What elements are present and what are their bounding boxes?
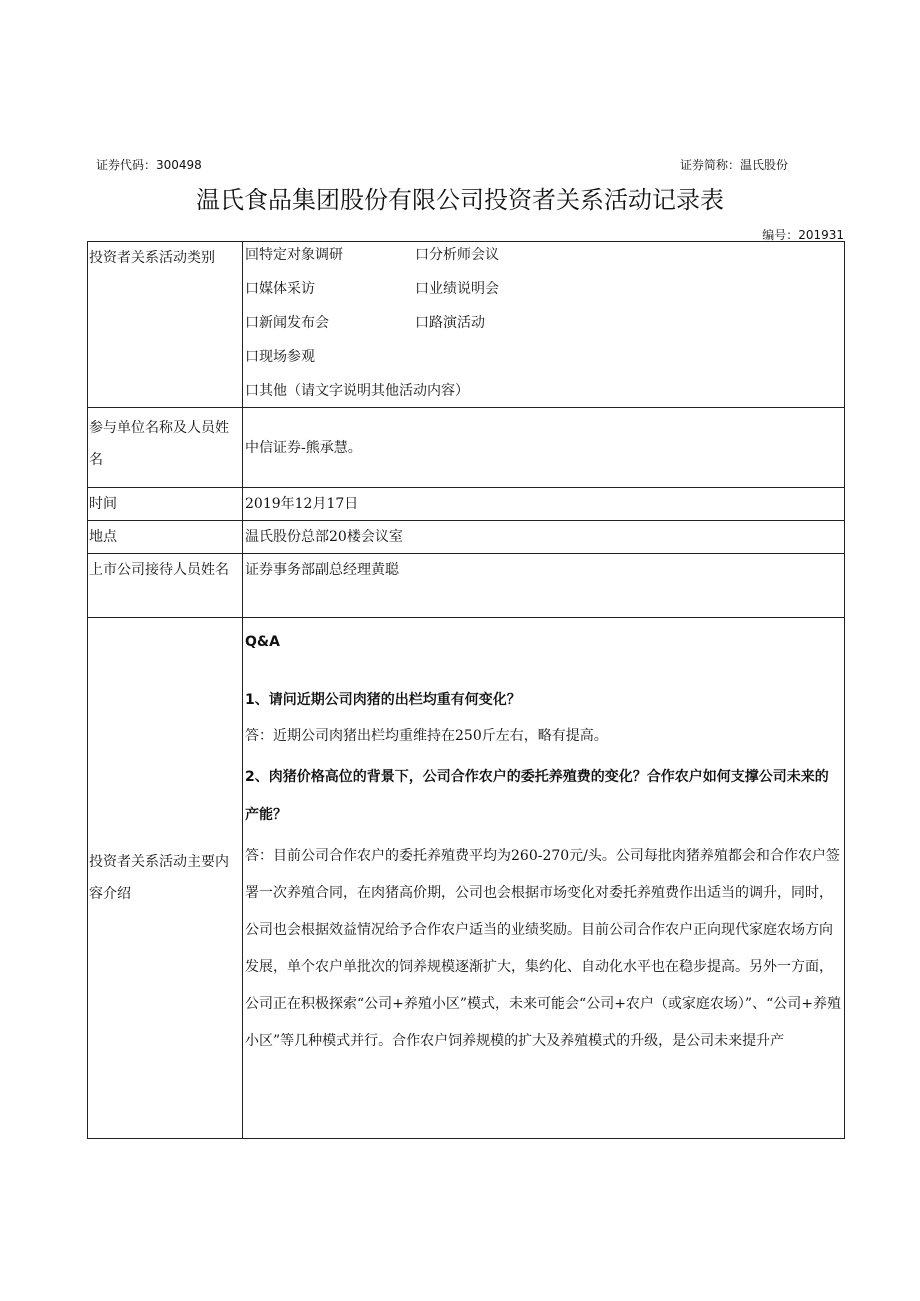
row-participants	[88, 408, 845, 488]
option-roadshow: 口路演活动	[415, 315, 485, 331]
record-table	[87, 241, 845, 1139]
answer-2: 答：目前公司合作农户的委托养殖费平均为260-270元/头。公司每批肉猪养殖都会和合作农户签署一次养殖合同，在肉猪高价期，公司也会根据市场变化对委托养殖费作出适当的调升，同时，公司也会根据效益情况给予合作农户适当的业绩奖励。目前公司合作农户正向现代家庭农场方向发展，单个农户单批次的饲养规模逐渐扩大，集约化、自动化水平也在稳步提高。另外一方面，公司正在积极探索“公司+养殖小区”模式，未来可能会“公司+农户（或家庭农场）”、“公司+养殖小区”等几种模式并行。合作农户饲养规模的扩大及养殖模式的升级，是公司未来提升产	[245, 848, 841, 1049]
participants-label: 参与单位名称及人员姓名	[88, 408, 243, 488]
option-specific-research: 回特定对象调研	[245, 247, 343, 263]
row-reception	[88, 554, 845, 618]
content-value	[243, 618, 845, 1139]
option-other: 口其他（请文字说明其他活动内容）	[245, 383, 469, 399]
question-1: 1、请问近期公司肉猪的出栏均重有何变化？	[245, 692, 521, 708]
option-media-interview: 口媒体采访	[245, 281, 315, 297]
securities-short-name: 证券简称：温氏股份	[680, 158, 789, 172]
reception-value: 证券事务部副总经理黄聪	[243, 554, 845, 618]
location-value: 温氏股份总部20楼会议室	[243, 521, 845, 554]
checkbox-icon: 口	[245, 315, 259, 331]
checkbox-checked-icon: 回	[245, 247, 259, 263]
checkbox-icon: 口	[245, 281, 259, 297]
checkbox-icon: 口	[415, 247, 429, 263]
row-time	[88, 488, 845, 521]
checkbox-icon: 口	[245, 349, 259, 365]
activity-type-label: 投资者关系活动类别	[88, 242, 243, 408]
option-earnings-call: 口业绩说明会	[415, 281, 499, 297]
activity-type-options	[243, 242, 845, 408]
row-location	[88, 521, 845, 554]
content-label: 投资者关系活动主要内容介绍	[88, 618, 243, 1139]
row-activity-type	[88, 242, 845, 408]
question-2: 2、肉猪价格高位的背景下，公司合作农户的委托养殖费的变化？合作农户如何支撑公司未来的产能？	[245, 769, 829, 823]
time-value: 2019年12月17日	[243, 488, 845, 521]
time-label: 时间	[88, 488, 243, 521]
participants-value: 中信证券-熊承慧。	[243, 408, 845, 488]
document-number: 编号：201931	[762, 228, 844, 242]
reception-label: 上市公司接待人员姓名	[88, 554, 243, 618]
securities-code: 证券代码：300498	[96, 158, 202, 172]
option-site-visit: 口现场参观	[245, 349, 315, 365]
qa-heading: Q&A	[245, 634, 280, 650]
answer-1: 答：近期公司肉猪出栏均重维持在250斤左右，略有提高。	[245, 728, 608, 744]
checkbox-icon: 口	[245, 383, 259, 399]
option-press-conference: 口新闻发布会	[245, 315, 329, 331]
option-analyst-meeting: 口分析师会议	[415, 247, 499, 263]
row-content	[88, 618, 845, 1139]
location-label: 地点	[88, 521, 243, 554]
checkbox-icon: 口	[415, 281, 429, 297]
page-title: 温氏食品集团股份有限公司投资者关系活动记录表	[196, 186, 724, 214]
checkbox-icon: 口	[415, 315, 429, 331]
